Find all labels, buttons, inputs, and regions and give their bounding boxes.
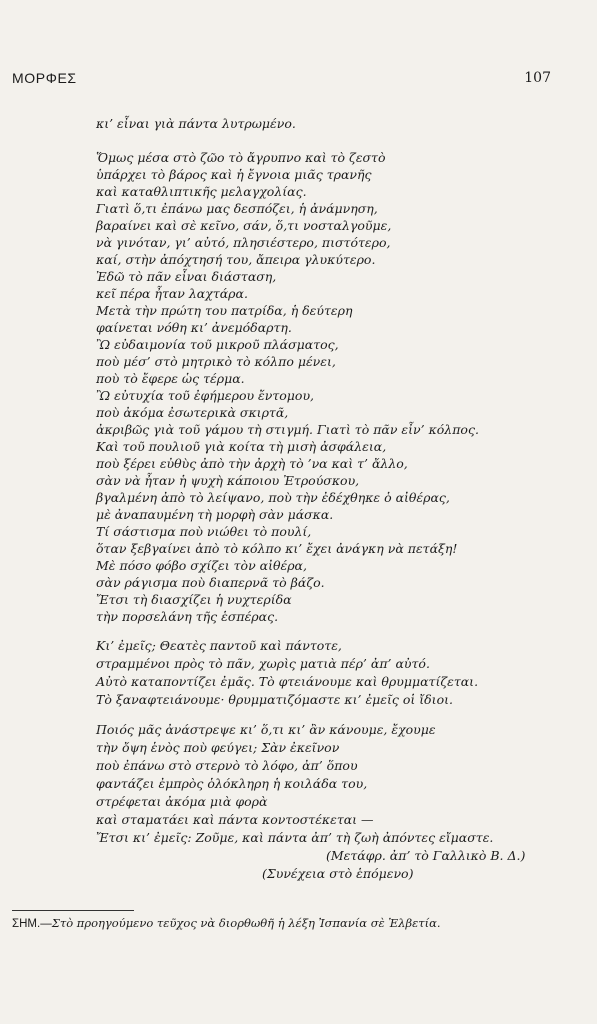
- poem-line: κι’ εἶναι γιὰ πάντα λυτρωμένο.: [96, 116, 296, 131]
- footnote-text: Στὸ προηγούμενο τεῦχος νὰ διορθωθῆ ἡ λέξη Ἰσπανία σὲ Ἐλβετία.: [51, 916, 441, 930]
- poem-line: τὴν πορσελάνη τῆς ἑσπέρας.: [96, 609, 279, 624]
- poem-line: Ὢ εὐδαιμονία τοῦ μικροῦ πλάσματος,: [96, 337, 339, 352]
- poem-line: τὴν ὄψη ἑνὸς ποὺ φεύγει; Σὰν ἐκεῖνον: [96, 740, 340, 755]
- poem-line: καί, στὴν ἀπόχτησή του, ἄπειρα γλυκύτερο.: [96, 252, 376, 267]
- poem-line: στρέφεται ἀκόμα μιὰ φορὰ: [96, 794, 268, 809]
- translator-credit: (Μετάφρ. ἀπ’ τὸ Γαλλικὸ Β. Δ.): [326, 848, 526, 863]
- poem-line: ποὺ ἀκόμα ἐσωτερικὰ σκιρτᾶ,: [96, 405, 289, 420]
- footnote-divider: [12, 910, 134, 911]
- poem-line: φαίνεται νόθη κι’ ἀνεμόδαρτη.: [96, 320, 292, 335]
- poem-line: Ἔτσι κι’ ἐμεῖς: Ζοῦμε, καὶ πάντα ἀπ’ τὴ ζωὴ ἀπόντες εἴμαστε.: [96, 830, 494, 845]
- poem-line: σὰν ράγισμα ποὺ διαπερνᾶ τὸ βάζο.: [96, 575, 325, 590]
- poem-line: Ἔτσι τὴ διασχίζει ἡ νυχτερίδα: [96, 592, 292, 607]
- poem-line: Μετὰ τὴν πρώτη του πατρίδα, ἡ δεύτερη: [96, 303, 353, 318]
- poem-line: Καὶ τοῦ πουλιοῦ γιὰ κοίτα τὴ μισὴ ἀσφάλεια,: [96, 439, 387, 454]
- poem-line: Ὢ εὐτυχία τοῦ ἐφήμερου ἔντομου,: [96, 388, 315, 403]
- poem-line: ποὺ ξέρει εὐθὺς ἀπὸ τὴν ἀρχὴ τὸ ’να καὶ τ’ ἄλλο,: [96, 456, 408, 471]
- poem-line: Ὅμως μέσα στὸ ζῶο τὸ ἄγρυπνο καὶ τὸ ζεστὸ: [96, 150, 386, 165]
- poem-line: κεῖ πέρα ἦταν λαχτάρα.: [96, 286, 248, 301]
- footnote: [12, 916, 441, 930]
- poem-line: Τί σάστισμα ποὺ νιώθει τὸ πουλί,: [96, 524, 312, 539]
- poem-line: Τὸ ξαναφτειάνουμε· θρυμματιζόμαστε κι’ ἐμεῖς οἱ ἴδιοι.: [96, 692, 453, 707]
- running-title: ΜΟΡΦΕΣ: [12, 70, 77, 86]
- poem-line: σὰν νὰ ἦταν ἡ ψυχὴ κάποιου Ἐτρούσκου,: [96, 473, 360, 488]
- footnote-label: ΣΗΜ.—: [12, 918, 52, 930]
- poem-line: Αὐτὸ καταποντίζει ἐμᾶς. Τὸ φτειάνουμε καὶ θρυμματίζεται.: [96, 674, 479, 689]
- poem-line: ποὺ μέσ’ στὸ μητρικὸ τὸ κόλπο μένει,: [96, 354, 336, 369]
- poem-line: καὶ καταθλιπτικῆς μελαγχολίας.: [96, 184, 307, 199]
- poem-line: Μὲ πόσο φόβο σχίζει τὸν αἰθέρα,: [96, 558, 307, 573]
- page-number: 107: [524, 70, 551, 86]
- poem-line: ποὺ ἐπάνω στὸ στερνὸ τὸ λόφο, ἀπ’ ὅπου: [96, 758, 358, 773]
- poem-line: μὲ ἀναπαυμένη τὴ μορφὴ σὰν μάσκα.: [96, 507, 334, 522]
- poem-line: Γιατὶ ὅ,τι ἐπάνω μας δεσπόζει, ἡ ἀνάμνηση,: [96, 201, 378, 216]
- poem-line: βαραίνει καὶ σὲ κεῖνο, σάν, ὅ,τι νοσταλγοῦμε,: [96, 218, 392, 233]
- poem-line: καὶ σταματάει καὶ πάντα κοντοστέκεται —: [96, 812, 374, 827]
- poem-line: Κι’ ἐμεῖς; Θεατὲς παντοῦ καὶ πάντοτε,: [96, 638, 342, 653]
- poem-line: στραμμένοι πρὸς τὸ πᾶν, χωρὶς ματιὰ πέρ’ ἀπ’ αὐτό.: [96, 656, 430, 671]
- poem-line: φαντάζει ἐμπρὸς ὁλόκληρη ἡ κοιλάδα του,: [96, 776, 368, 791]
- poem-line: ὅταν ξεβγαίνει ἀπὸ τὸ κόλπο κι’ ἔχει ἀνάγκη νὰ πετάξη!: [96, 541, 458, 556]
- poem-line: ποὺ τὸ ἔφερε ὡς τέρμα.: [96, 371, 245, 386]
- poem-line: Ποιός μᾶς ἀνάστρεψε κι’ ὅ,τι κι’ ἂν κάνουμε, ἔχουμε: [96, 722, 436, 737]
- poem-line: νὰ γινόταν, γι’ αὐτό, πλησιέστερο, πιστότερο,: [96, 235, 391, 250]
- continued-note: (Συνέχεια στὸ ἑπόμενο): [262, 866, 414, 881]
- poem-line: ὑπάρχει τὸ βάρος καὶ ἡ ἔγνοια μιᾶς τρανῆς: [96, 167, 372, 182]
- poem-line: Ἐδῶ τὸ πᾶν εἶναι διάσταση,: [96, 269, 277, 284]
- poem-line: ἀκριβῶς γιὰ τοῦ γάμου τὴ στιγμή. Γιατὶ τὸ πᾶν εἶν’ κόλπος.: [96, 422, 479, 437]
- poem-line: βγαλμένη ἀπὸ τὸ λείψανο, ποὺ τὴν ἐδέχθηκε ὁ αἰθέρας,: [96, 490, 450, 505]
